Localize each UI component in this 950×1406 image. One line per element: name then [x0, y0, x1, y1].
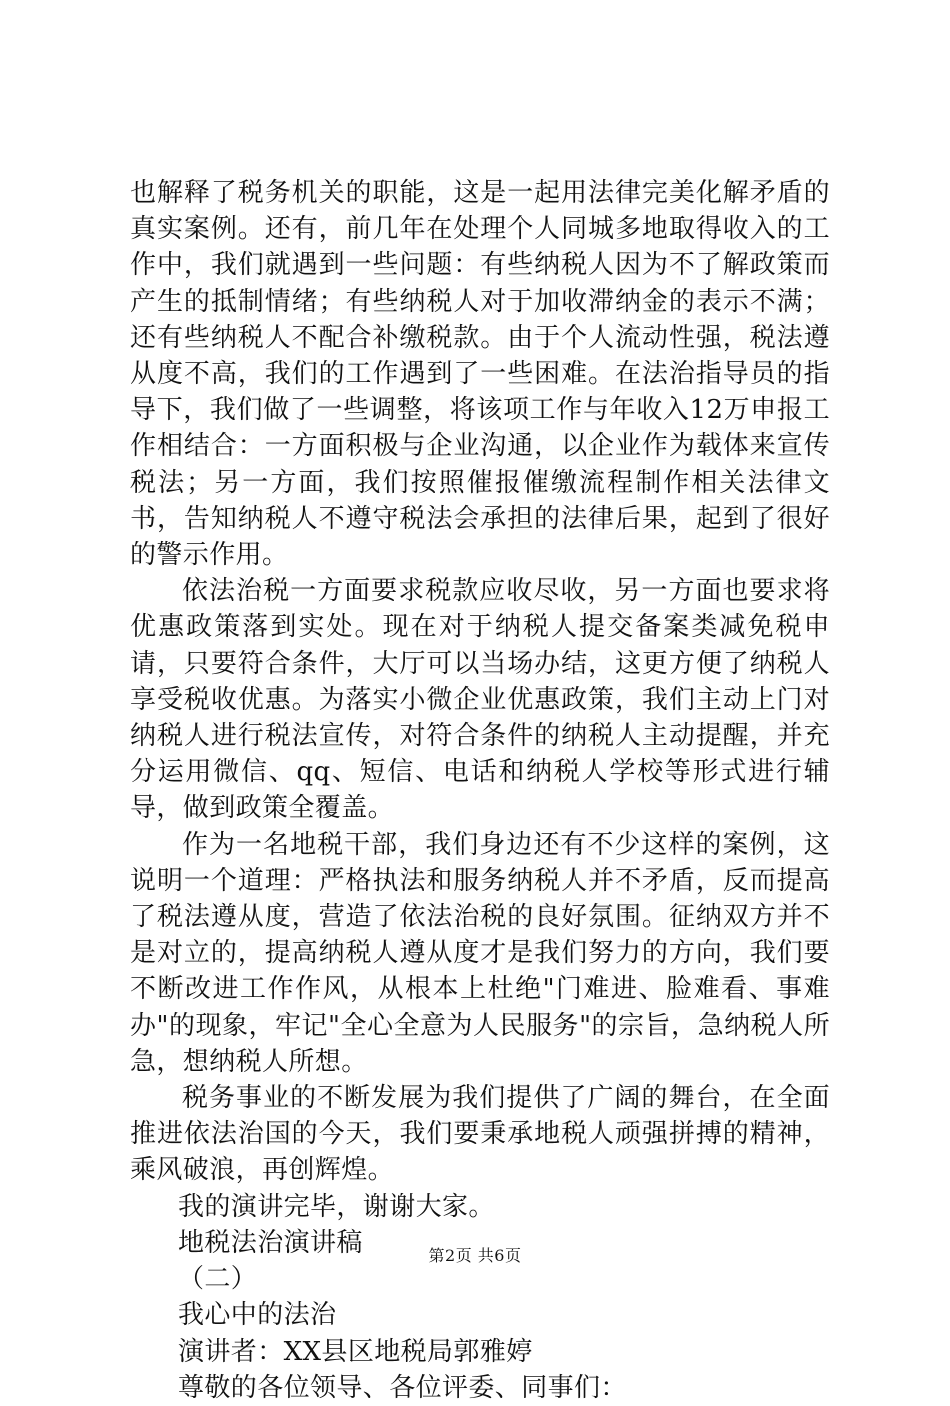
speaker-line: 演讲者：XX县区地税局郭雅婷	[178, 1336, 533, 1367]
paragraph-tax-preference: 依法治税一方面要求税款应收尽收，另一方面也要求将优惠政策落到实处。现在对于纳税人提交备案类减免税申请，只要符合条件，大厅可以当场办结，这更方便了纳税人享受税收优惠。为落实小微企业优惠政策，我们主动上门对纳税人进行税法宣传，对符合条件的纳税人主动提醒，并充分运用微信、qq、短信、电话和纳税人学校等形式进行辅导，做到政策全覆盖。	[130, 576, 830, 824]
next-speech-subtitle: 我心中的法治	[178, 1300, 337, 1331]
paragraph-development: 税务事业的不断发展为我们提供了广阔的舞台，在全面推进依法治国的今天，我们要秉承地税人顽强拼搏的精神，乘风破浪，再创辉煌。	[130, 1083, 830, 1186]
closing-line: 我的演讲完毕，谢谢大家。	[178, 1191, 495, 1222]
document-body	[130, 175, 830, 1406]
next-speech-number: （二）	[178, 1264, 258, 1295]
page-number-footer: 第2页 共6页	[428, 1246, 522, 1265]
greeting-line: 尊敬的各位领导、各位评委、同事们：	[178, 1372, 627, 1403]
paragraph-cadre-cases: 作为一名地税干部，我们身边还有不少这样的案例，这说明一个道理：严格执法和服务纳税人并不矛盾，反而提高了税法遵从度，营造了依法治税的良好氛围。征纳双方并不是对立的，提高纳税人遵从度才是我们努力的方向，我们要不断改进工作作风，从根本上杜绝"门难进、脸难看、事难办"的现象，牢记"全心全意为人民服务"的宗旨，急纳税人所急，想纳税人所想。	[130, 829, 830, 1077]
paragraph-continuation: 也解释了税务机关的职能，这是一起用法律完美化解矛盾的真实案例。还有，前几年在处理个人同城多地取得收入的工作中，我们就遇到一些问题：有些纳税人因为不了解政策而产生的抵制情绪；有些纳税人对于加收滞纳金的表示不满；还有些纳税人不配合补缴税款。由于个人流动性强，税法遵从度不高，我们的工作遇到了一些困难。在法治指导员的指导下，我们做了一些调整，将该项工作与年收入12万申报工作相结合：一方面积极与企业沟通，以企业作为载体来宣传税法；另一方面，我们按照催报催缴流程制作相关法律文书，告知纳税人不遵守税法会承担的法律后果，起到了很好的警示作用。	[130, 178, 830, 571]
next-speech-title: 地税法治演讲稿	[178, 1227, 363, 1258]
